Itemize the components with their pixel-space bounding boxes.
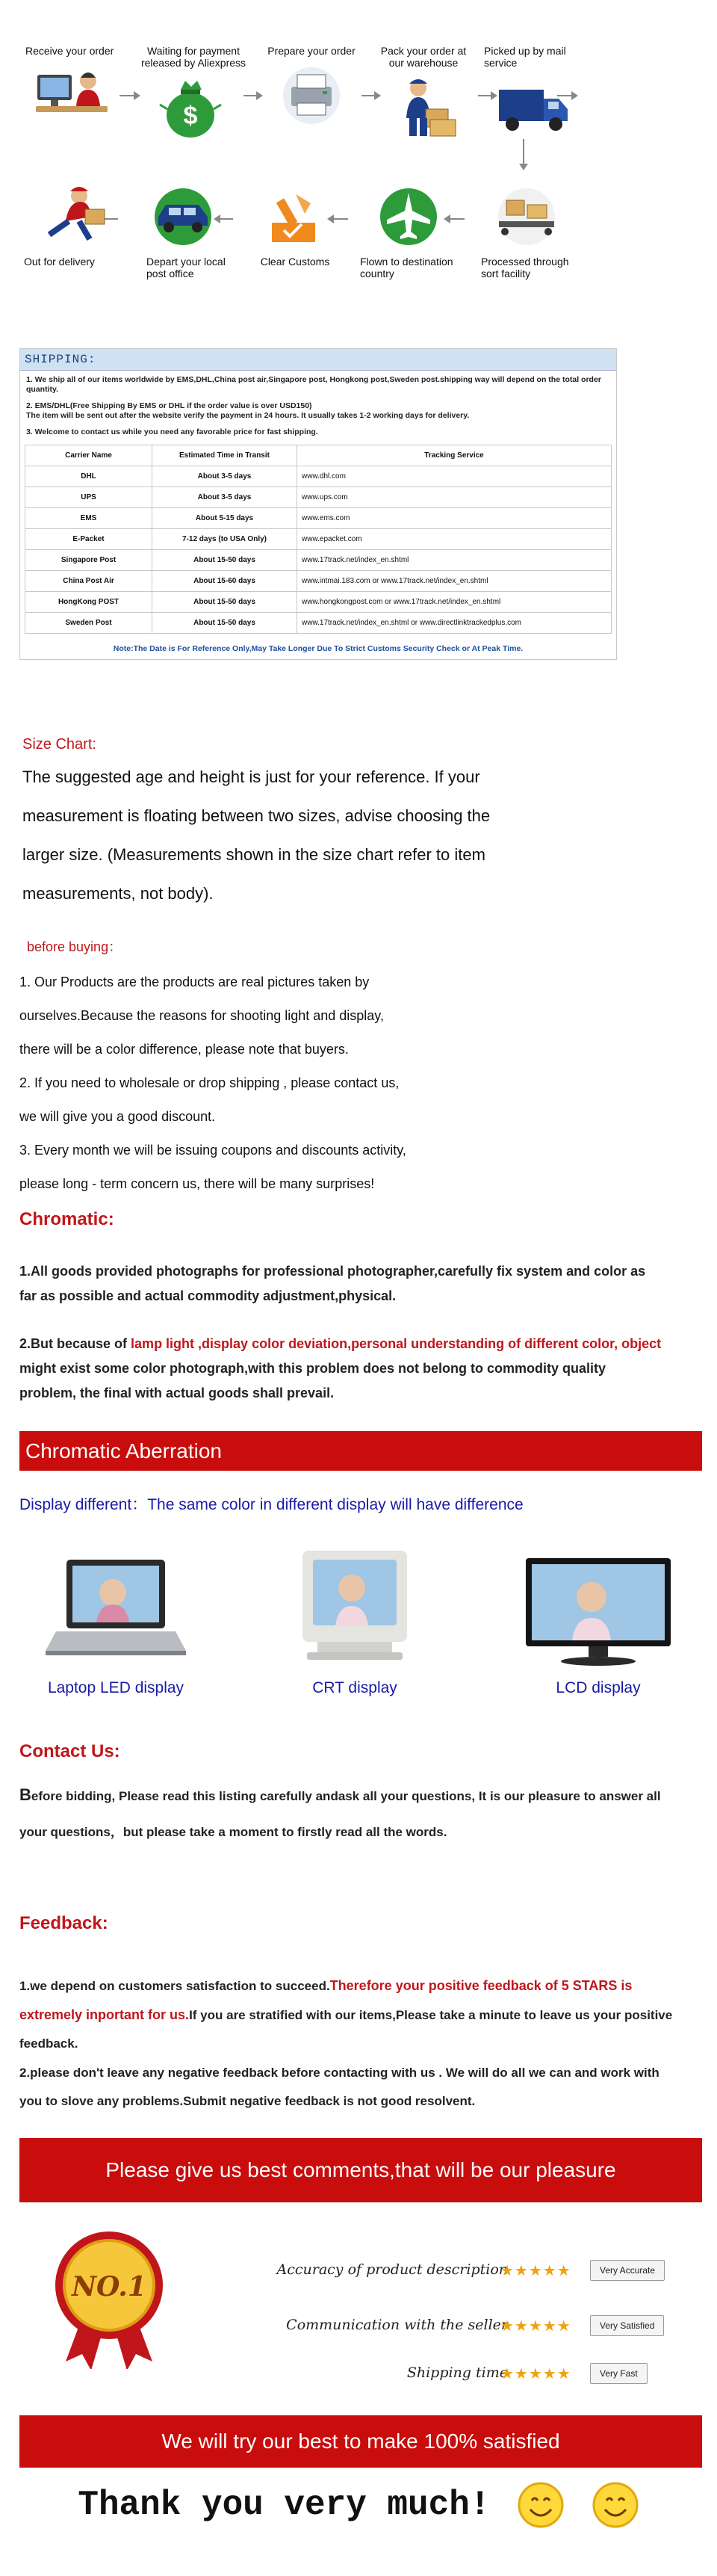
computer-user-icon xyxy=(30,61,112,129)
car-icon xyxy=(142,182,224,250)
before-buying-line: we will give you a good discount. xyxy=(19,1109,216,1124)
transit-cell: About 15-50 days xyxy=(152,550,297,571)
step-sort-facility xyxy=(463,182,590,279)
step-depart-post-office xyxy=(120,182,246,279)
size-chart-line: The suggested age and height is just for your reference. If your xyxy=(22,767,480,786)
carrier-cell: EMS xyxy=(25,508,152,529)
shipping-note-2a: 2. EMS/DHL(Free Shipping By EMS or DHL if the order value is over USD150) xyxy=(26,401,312,410)
tracking-link[interactable]: www.17track.net/index_en.shtml or www.directlinktrackedplus.com xyxy=(297,613,612,634)
rating-pill: Very Fast xyxy=(590,2363,648,2384)
feedback-p1-end: If you are stratified with our items,Please take a minute to leave us your positive feedback. xyxy=(19,2008,673,2051)
lcd-monitor-icon xyxy=(512,1543,684,1670)
feedback-paragraph-1 xyxy=(19,1971,677,2058)
no1-badge xyxy=(42,2227,176,2369)
shipping-note-3: 3. Welcome to contact us while you need any favorable price for fast shipping. xyxy=(26,427,318,436)
before-buying-line: please long - term concern us, there will be many surprises! xyxy=(19,1176,375,1191)
airplane-icon xyxy=(367,182,450,250)
step-clear-customs xyxy=(232,182,358,268)
step-label: Depart your local post office xyxy=(146,256,226,279)
money-bag-icon xyxy=(149,73,232,140)
size-chart-section xyxy=(22,736,680,913)
chromatic-p2-highlight: lamp light ,display color deviation,personal understanding of different color, object xyxy=(131,1336,662,1351)
laptop-display xyxy=(30,1543,202,1697)
rating-pill: Very Accurate xyxy=(590,2260,665,2281)
rating-row xyxy=(217,2312,695,2342)
smiley-icon xyxy=(592,2481,639,2529)
chromatic-p2-start: 2.But because of xyxy=(19,1336,131,1351)
step-label: Out for delivery xyxy=(24,256,95,268)
feedback-paragraph-2: 2.please don't leave any negative feedback before contacting with us . We will do all we can and work with you to slove any problems.Submit negative feedback is not good resolvent. xyxy=(19,2066,659,2108)
size-chart-line: larger size. (Measurements shown in the size chart refer to item xyxy=(22,845,485,864)
laptop-icon xyxy=(30,1543,202,1670)
step-label: Receive your order xyxy=(25,45,114,57)
customs-stamp-icon xyxy=(254,182,336,250)
step-out-for-delivery xyxy=(10,182,137,268)
smiley-icon xyxy=(517,2481,565,2529)
before-buying-line: 1. Our Products are the products are real pictures taken by xyxy=(19,975,370,989)
table-row xyxy=(25,613,612,634)
feedback-p1-start: 1.we depend on customers satisfaction to succeed. xyxy=(19,1979,330,1993)
transit-cell: About 15-60 days xyxy=(152,571,297,592)
size-chart-line: measurements, not body). xyxy=(22,884,214,903)
rating-pill: Very Satisfied xyxy=(590,2315,664,2336)
transit-cell: About 5-15 days xyxy=(152,508,297,529)
chromatic-aberration-banner: Chromatic Aberration xyxy=(19,1431,702,1471)
transit-cell: 7-12 days (to USA Only) xyxy=(152,529,297,550)
rating-row xyxy=(217,2360,695,2390)
tracking-link[interactable]: www.epacket.com xyxy=(297,529,612,550)
rating-row xyxy=(217,2257,695,2287)
step-waiting-payment xyxy=(127,45,254,140)
chromatic-paragraph-1: 1.All goods provided photographs for professional photographer,carefully fix system and color as far as possible and actual commodity adjustment,physical. xyxy=(19,1264,646,1303)
chromatic-paragraph-2 xyxy=(19,1332,662,1406)
display-caption: LCD display xyxy=(556,1679,641,1696)
shipping-footnote: Note:The Date is For Reference Only,May Take Longer Due To Strict Customs Security Check or At Peak Time. xyxy=(113,644,524,653)
crt-display xyxy=(269,1543,441,1697)
table-row xyxy=(25,508,612,529)
step-label: Picked up by mail service xyxy=(484,45,566,69)
shipping-section xyxy=(19,348,617,660)
before-buying-heading: before buying： xyxy=(27,939,122,954)
thank-you-line xyxy=(0,2481,717,2529)
shipping-note-2b: The item will be sent out after the website verify the payment in 24 hours. It usually takes 1-2 working days for delivery. xyxy=(26,411,470,420)
display-caption: Laptop LED display xyxy=(47,1679,184,1696)
shipping-header: SHIPPING: xyxy=(20,349,616,371)
transit-cell: About 15-50 days xyxy=(152,592,297,613)
tracking-link[interactable]: www.intmai.183.com or www.17track.net/index_en.shtml xyxy=(297,571,612,592)
before-buying-line: ourselves.Because the reasons for shooting light and display, xyxy=(19,1008,384,1023)
display-different-subtitle: Display different：The same color in different display will have difference xyxy=(19,1496,524,1513)
satisfied-banner: We will try our best to make 100% satisfied xyxy=(19,2415,702,2468)
table-row xyxy=(25,487,612,508)
tracking-link[interactable]: www.ups.com xyxy=(297,487,612,508)
thank-you-text: Thank you very much! xyxy=(78,2486,491,2525)
table-row xyxy=(25,550,612,571)
lcd-display xyxy=(512,1543,684,1697)
table-row xyxy=(25,529,612,550)
tracking-link[interactable]: www.17track.net/index_en.shtml xyxy=(297,550,612,571)
size-chart-line: measurement is floating between two sizes, advise choosing the xyxy=(22,806,491,825)
printer-icon xyxy=(270,61,353,129)
step-label: Prepare your order xyxy=(267,45,356,57)
crt-monitor-icon xyxy=(269,1543,441,1670)
before-buying-line: 2. If you need to wholesale or drop shipping , please contact us, xyxy=(19,1075,400,1090)
best-comments-banner: Please give us best comments,that will be our pleasure xyxy=(19,2138,702,2202)
delivery-man-icon xyxy=(33,182,115,250)
feedback-p1-highlight: Therefore your positive feedback of 5 STARS is extremely inportant for us. xyxy=(19,1978,633,2022)
carrier-cell: HongKong POST xyxy=(25,592,152,613)
award-ribbon-icon xyxy=(42,2227,176,2369)
size-chart-heading: Size Chart: xyxy=(22,736,96,753)
before-buying-list xyxy=(19,966,677,1201)
column-header: Tracking Service xyxy=(297,445,612,466)
contact-paragraph xyxy=(19,1777,677,1850)
tracking-link[interactable]: www.hongkongpost.com or www.17track.net/index_en.shtml xyxy=(297,592,612,613)
tracking-link[interactable]: www.dhl.com xyxy=(297,466,612,487)
carrier-cell: China Post Air xyxy=(25,571,152,592)
table-row xyxy=(25,592,612,613)
rating-label: Communication with the seller xyxy=(286,2317,508,2333)
rating-label: Accuracy of product description xyxy=(276,2261,508,2278)
before-buying-line: there will be a color difference, please note that buyers. xyxy=(19,1042,349,1057)
warehouse-worker-icon xyxy=(382,73,465,140)
table-row xyxy=(25,571,612,592)
shipping-table xyxy=(25,445,612,634)
contact-heading: Contact Us: xyxy=(19,1741,120,1761)
truck-icon xyxy=(491,73,574,140)
step-label: Processed through sort facility xyxy=(481,256,569,279)
step-label: Clear Customs xyxy=(260,256,330,268)
column-header: Estimated Time in Transit xyxy=(152,445,297,466)
step-label: Flown to destination country xyxy=(360,256,453,279)
step-pack-order xyxy=(360,45,487,140)
carrier-cell: Singapore Post xyxy=(25,550,152,571)
star-rating-icon: ★★★★★ xyxy=(500,2366,571,2382)
star-rating-icon: ★★★★★ xyxy=(500,2263,571,2279)
carrier-cell: Sweden Post xyxy=(25,613,152,634)
transit-cell: About 3-5 days xyxy=(152,466,297,487)
conveyor-icon xyxy=(485,182,568,250)
carrier-cell: UPS xyxy=(25,487,152,508)
transit-cell: About 15-50 days xyxy=(152,613,297,634)
tracking-link[interactable]: www.ems.com xyxy=(297,508,612,529)
step-flown xyxy=(345,182,472,279)
table-row xyxy=(25,466,612,487)
size-chart-text xyxy=(22,758,680,913)
star-rating-icon: ★★★★★ xyxy=(500,2318,571,2335)
badge-text: NO.1 xyxy=(72,2271,146,2302)
chromatic-heading: Chromatic: xyxy=(19,1209,114,1229)
step-prepare-order xyxy=(248,45,375,129)
feedback-heading: Feedback: xyxy=(19,1913,108,1933)
transit-cell: About 3-5 days xyxy=(152,487,297,508)
contact-text: efore bidding, Please read this listing carefully andask all your questions, It is our pleasure to answer all your questions，but please take a moment to firstly read all the words. xyxy=(19,1789,661,1839)
column-header: Carrier Name xyxy=(25,445,152,466)
display-caption: CRT display xyxy=(312,1679,397,1696)
contact-first-letter: B xyxy=(19,1785,31,1804)
shipping-notes xyxy=(20,371,616,445)
carrier-cell: DHL xyxy=(25,466,152,487)
chromatic-p2-end: might exist some color photograph,with this problem does not belong to commodity quality problem, the final with actual goods shall prevail. xyxy=(19,1361,606,1400)
step-label: Waiting for payment released by Aliexpress xyxy=(140,45,246,69)
table-header-row xyxy=(25,445,612,466)
step-label: Pack your order at our warehouse xyxy=(380,45,467,69)
before-buying-line: 3. Every month we will be issuing coupons and discounts activity, xyxy=(19,1143,406,1158)
step-receive-order xyxy=(7,45,134,129)
shipping-note-1: 1. We ship all of our items worldwide by EMS,DHL,China post air,Singapore post, Hongkong post,Sweden post.shipping way will depend on the total order quantity. xyxy=(26,375,601,394)
carrier-cell: E-Packet xyxy=(25,529,152,550)
rating-label: Shipping time xyxy=(406,2365,508,2381)
order-process xyxy=(0,0,717,314)
svg-text:$: $ xyxy=(183,102,198,130)
